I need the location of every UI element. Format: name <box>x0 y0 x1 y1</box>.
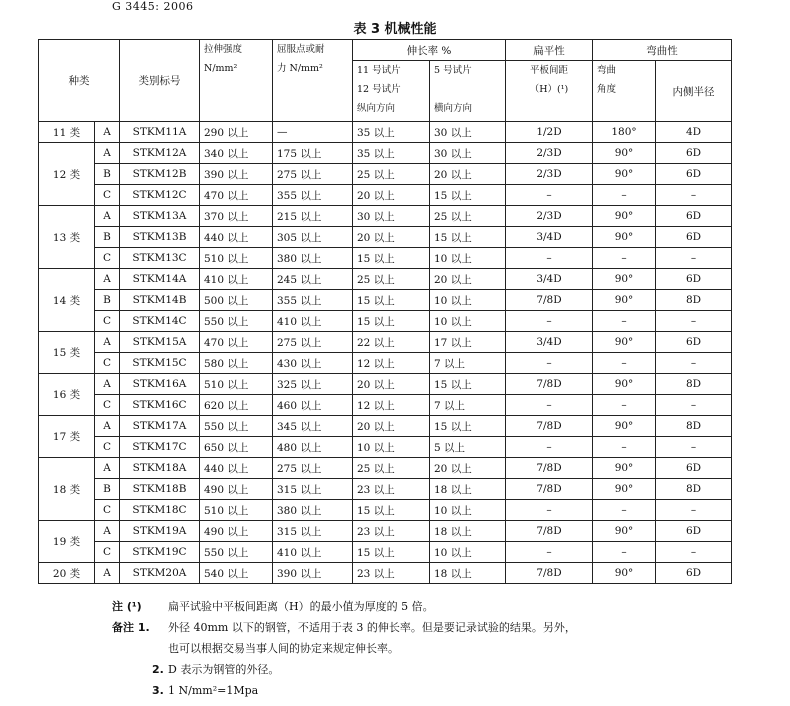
class-letter-cell: A <box>95 269 120 290</box>
flatten-distance-cell: 2/3D <box>506 164 593 185</box>
bend-angle-cell: 90° <box>593 479 656 500</box>
class-letter-cell: A <box>95 122 120 143</box>
notes-section <box>112 596 772 701</box>
elongation-longitudinal-cell: 20 以上 <box>353 416 430 437</box>
yield-point-cell: 315 以上 <box>273 521 353 542</box>
table-caption: 表 3 机械性能 <box>353 22 437 37</box>
standard-reference: G 3445: 2006 <box>112 0 194 13</box>
flatten-distance-cell: 7/8D <box>506 416 593 437</box>
tensile-strength-cell: 470 以上 <box>200 185 273 206</box>
yield-point-cell: 325 以上 <box>273 374 353 395</box>
header-kind: 种类 <box>39 40 120 122</box>
class-letter-cell: B <box>95 164 120 185</box>
table-row <box>39 374 732 395</box>
yield-point-cell: 410 以上 <box>273 542 353 563</box>
flatten-distance-cell: – <box>506 437 593 458</box>
grade-code-cell: STKM12B <box>120 164 200 185</box>
flatten-distance-cell: – <box>506 500 593 521</box>
elongation-longitudinal-cell: 15 以上 <box>353 248 430 269</box>
flatten-distance-cell: – <box>506 311 593 332</box>
table-row <box>39 542 732 563</box>
yield-point-cell: 390 以上 <box>273 563 353 584</box>
mechanical-properties-table <box>38 39 732 584</box>
bend-angle-cell: 90° <box>593 227 656 248</box>
remark-2-label: 2. <box>152 663 164 676</box>
tensile-strength-cell: 510 以上 <box>200 248 273 269</box>
tensile-strength-cell: 550 以上 <box>200 416 273 437</box>
table-row <box>39 416 732 437</box>
elongation-longitudinal-cell: 25 以上 <box>353 458 430 479</box>
grade-code-cell: STKM12C <box>120 185 200 206</box>
tensile-strength-cell: 510 以上 <box>200 500 273 521</box>
grade-code-cell: STKM18C <box>120 500 200 521</box>
bend-radius-cell: – <box>656 500 732 521</box>
elongation-longitudinal-cell: 23 以上 <box>353 563 430 584</box>
tensile-strength-cell: 550 以上 <box>200 311 273 332</box>
flatten-distance-cell: 7/8D <box>506 521 593 542</box>
yield-point-cell: 315 以上 <box>273 479 353 500</box>
bend-radius-cell: 6D <box>656 332 732 353</box>
grade-code-cell: STKM20A <box>120 563 200 584</box>
elongation-longitudinal-cell: 25 以上 <box>353 269 430 290</box>
header-tensile <box>200 40 273 122</box>
elongation-transverse-cell: 18 以上 <box>430 563 506 584</box>
bend-radius-cell: – <box>656 437 732 458</box>
tensile-strength-cell: 580 以上 <box>200 353 273 374</box>
kind-cell: 16 类 <box>39 374 95 416</box>
bend-radius-cell: 6D <box>656 143 732 164</box>
class-letter-cell: C <box>95 353 120 374</box>
flatten-distance-cell: – <box>506 395 593 416</box>
elongation-transverse-cell: 7 以上 <box>430 395 506 416</box>
grade-code-cell: STKM15A <box>120 332 200 353</box>
kind-cell: 20 类 <box>39 563 95 584</box>
header-elong-5 <box>430 61 506 122</box>
yield-point-cell: 305 以上 <box>273 227 353 248</box>
yield-point-cell: 430 以上 <box>273 353 353 374</box>
elongation-longitudinal-cell: 15 以上 <box>353 500 430 521</box>
yield-point-cell: 345 以上 <box>273 416 353 437</box>
yield-point-cell: 355 以上 <box>273 185 353 206</box>
tensile-strength-cell: 410 以上 <box>200 269 273 290</box>
elongation-longitudinal-cell: 23 以上 <box>353 521 430 542</box>
bend-angle-cell: – <box>593 248 656 269</box>
grade-code-cell: STKM18B <box>120 479 200 500</box>
yield-point-cell: 215 以上 <box>273 206 353 227</box>
yield-point-cell: 380 以上 <box>273 500 353 521</box>
elongation-transverse-cell: 10 以上 <box>430 311 506 332</box>
bend-radius-cell: 6D <box>656 269 732 290</box>
table-row <box>39 185 732 206</box>
kind-cell: 17 类 <box>39 416 95 458</box>
bend-radius-cell: 6D <box>656 164 732 185</box>
tensile-strength-cell: 540 以上 <box>200 563 273 584</box>
header-bend: 弯曲性 <box>593 40 732 61</box>
flatten-distance-cell: – <box>506 248 593 269</box>
elongation-transverse-cell: 15 以上 <box>430 227 506 248</box>
table-row <box>39 227 732 248</box>
tensile-strength-cell: 290 以上 <box>200 122 273 143</box>
class-letter-cell: A <box>95 563 120 584</box>
bend-angle-cell: 90° <box>593 164 656 185</box>
grade-code-cell: STKM16A <box>120 374 200 395</box>
header-yield-line2: 力 N/mm² <box>277 63 323 74</box>
kind-cell: 15 类 <box>39 332 95 374</box>
table-row <box>39 311 732 332</box>
class-letter-cell: A <box>95 416 120 437</box>
header-bend-angle-line1: 弯曲 <box>597 65 617 76</box>
bend-radius-cell: 6D <box>656 563 732 584</box>
header-yield <box>273 40 353 122</box>
bend-angle-cell: 90° <box>593 374 656 395</box>
header-elongation: 伸长率 % <box>353 40 506 61</box>
grade-code-cell: STKM14B <box>120 290 200 311</box>
grade-code-cell: STKM19A <box>120 521 200 542</box>
table-header <box>39 40 732 122</box>
bend-radius-cell: 6D <box>656 521 732 542</box>
class-letter-cell: B <box>95 227 120 248</box>
elongation-transverse-cell: 18 以上 <box>430 521 506 542</box>
note-label: 注 (¹) <box>112 600 142 613</box>
elongation-transverse-cell: 10 以上 <box>430 290 506 311</box>
table-row <box>39 521 732 542</box>
elongation-transverse-cell: 5 以上 <box>430 437 506 458</box>
header-flatten: 扁平性 <box>506 40 593 61</box>
header-elong-11-line1: 11 号试片 <box>357 65 401 76</box>
bend-angle-cell: – <box>593 185 656 206</box>
elongation-longitudinal-cell: 20 以上 <box>353 227 430 248</box>
bend-angle-cell: 90° <box>593 521 656 542</box>
table-row <box>39 206 732 227</box>
grade-code-cell: STKM16C <box>120 395 200 416</box>
tensile-strength-cell: 620 以上 <box>200 395 273 416</box>
tensile-strength-cell: 490 以上 <box>200 521 273 542</box>
kind-cell: 18 类 <box>39 458 95 521</box>
elongation-transverse-cell: 25 以上 <box>430 206 506 227</box>
header-yield-line1: 屈服点或耐 <box>277 44 325 55</box>
elongation-longitudinal-cell: 22 以上 <box>353 332 430 353</box>
table-row <box>39 143 732 164</box>
bend-radius-cell: – <box>656 542 732 563</box>
yield-point-cell: 460 以上 <box>273 395 353 416</box>
table-row <box>39 437 732 458</box>
flatten-distance-cell: 7/8D <box>506 374 593 395</box>
elongation-transverse-cell: 15 以上 <box>430 416 506 437</box>
flatten-distance-cell: 2/3D <box>506 206 593 227</box>
grade-code-cell: STKM18A <box>120 458 200 479</box>
yield-point-cell: 175 以上 <box>273 143 353 164</box>
header-bend-radius: 内侧半径 <box>656 61 732 122</box>
table-row <box>39 122 732 143</box>
flatten-distance-cell: 7/8D <box>506 458 593 479</box>
remark-3-label: 3. <box>152 684 164 697</box>
header-elong-5-spacer <box>434 80 501 99</box>
bend-angle-cell: – <box>593 542 656 563</box>
yield-point-cell: 275 以上 <box>273 458 353 479</box>
elongation-longitudinal-cell: 35 以上 <box>353 143 430 164</box>
elongation-longitudinal-cell: 35 以上 <box>353 122 430 143</box>
bend-radius-cell: – <box>656 353 732 374</box>
elongation-longitudinal-cell: 20 以上 <box>353 185 430 206</box>
tensile-strength-cell: 470 以上 <box>200 332 273 353</box>
elongation-longitudinal-cell: 15 以上 <box>353 290 430 311</box>
tensile-strength-cell: 510 以上 <box>200 374 273 395</box>
grade-code-cell: STKM13B <box>120 227 200 248</box>
grade-code-cell: STKM17A <box>120 416 200 437</box>
tensile-strength-cell: 440 以上 <box>200 458 273 479</box>
table-row <box>39 563 732 584</box>
grade-code-cell: STKM13C <box>120 248 200 269</box>
bend-angle-cell: – <box>593 311 656 332</box>
elongation-transverse-cell: 15 以上 <box>430 185 506 206</box>
grade-code-cell: STKM14A <box>120 269 200 290</box>
grade-code-cell: STKM14C <box>120 311 200 332</box>
class-letter-cell: C <box>95 500 120 521</box>
yield-point-cell: 245 以上 <box>273 269 353 290</box>
header-bend-angle-line2: 角度 <box>597 84 617 95</box>
flatten-distance-cell: 3/4D <box>506 227 593 248</box>
table-row <box>39 332 732 353</box>
header-flatten-sub <box>506 61 593 122</box>
table-row <box>39 500 732 521</box>
yield-point-cell: — <box>273 122 353 143</box>
tensile-strength-cell: 440 以上 <box>200 227 273 248</box>
flatten-distance-cell: – <box>506 542 593 563</box>
flatten-distance-cell: 7/8D <box>506 290 593 311</box>
class-letter-cell: B <box>95 479 120 500</box>
yield-point-cell: 275 以上 <box>273 332 353 353</box>
grade-code-cell: STKM13A <box>120 206 200 227</box>
header-bend-angle <box>593 61 656 122</box>
bend-angle-cell: 90° <box>593 563 656 584</box>
yield-point-cell: 275 以上 <box>273 164 353 185</box>
elongation-longitudinal-cell: 15 以上 <box>353 542 430 563</box>
bend-radius-cell: – <box>656 311 732 332</box>
header-elong-5-line3: 横向方向 <box>434 103 473 114</box>
flatten-distance-cell: 3/4D <box>506 269 593 290</box>
flatten-distance-cell: 3/4D <box>506 332 593 353</box>
header-flatten-line1: 平板间距 <box>529 65 568 76</box>
class-letter-cell: C <box>95 311 120 332</box>
class-letter-cell: C <box>95 395 120 416</box>
elongation-transverse-cell: 17 以上 <box>430 332 506 353</box>
kind-cell: 19 类 <box>39 521 95 563</box>
grade-code-cell: STKM11A <box>120 122 200 143</box>
tensile-strength-cell: 550 以上 <box>200 542 273 563</box>
bend-radius-cell: – <box>656 185 732 206</box>
tensile-strength-cell: 650 以上 <box>200 437 273 458</box>
grade-code-cell: STKM15C <box>120 353 200 374</box>
remark-1a: 外径 40mm 以下的钢管，不适用于表 3 的伸长率。但是要记录试验的结果。另外， <box>168 621 576 634</box>
bend-radius-cell: 6D <box>656 206 732 227</box>
header-flatten-line2: （H）(¹) <box>529 84 569 95</box>
header-elong-11-line3: 纵向方向 <box>357 103 396 114</box>
elongation-longitudinal-cell: 12 以上 <box>353 353 430 374</box>
table-row <box>39 248 732 269</box>
bend-radius-cell: – <box>656 395 732 416</box>
bend-radius-cell: 4D <box>656 122 732 143</box>
note-text: 扁平试验中平板间距离（H）的最小值为厚度的 5 倍。 <box>168 600 434 613</box>
grade-code-cell: STKM12A <box>120 143 200 164</box>
tensile-strength-cell: 340 以上 <box>200 143 273 164</box>
grade-code-cell: STKM17C <box>120 437 200 458</box>
elongation-transverse-cell: 20 以上 <box>430 164 506 185</box>
bend-angle-cell: 90° <box>593 269 656 290</box>
table-row <box>39 353 732 374</box>
tensile-strength-cell: 490 以上 <box>200 479 273 500</box>
bend-radius-cell: 8D <box>656 374 732 395</box>
table-row <box>39 269 732 290</box>
elongation-longitudinal-cell: 10 以上 <box>353 437 430 458</box>
header-elong-5-line1: 5 号试片 <box>434 65 472 76</box>
table-row <box>39 164 732 185</box>
remark-1b: 也可以根据交易当事人间的协定来规定伸长率。 <box>168 642 399 655</box>
grade-code-cell: STKM19C <box>120 542 200 563</box>
elongation-transverse-cell: 10 以上 <box>430 500 506 521</box>
elongation-longitudinal-cell: 30 以上 <box>353 206 430 227</box>
bend-angle-cell: 90° <box>593 206 656 227</box>
elongation-longitudinal-cell: 23 以上 <box>353 479 430 500</box>
class-letter-cell: A <box>95 332 120 353</box>
header-elong-11-line2: 12 号试片 <box>357 84 401 95</box>
remark-label: 备注 1. <box>112 621 150 634</box>
flatten-distance-cell: 2/3D <box>506 143 593 164</box>
tensile-strength-cell: 500 以上 <box>200 290 273 311</box>
elongation-transverse-cell: 10 以上 <box>430 248 506 269</box>
bend-radius-cell: 8D <box>656 479 732 500</box>
bend-radius-cell: 8D <box>656 416 732 437</box>
elongation-longitudinal-cell: 25 以上 <box>353 164 430 185</box>
kind-cell: 13 类 <box>39 206 95 269</box>
kind-cell: 11 类 <box>39 122 95 143</box>
remark-3: 1 N/mm²=1Mpa <box>168 684 259 697</box>
yield-point-cell: 380 以上 <box>273 248 353 269</box>
table-row <box>39 479 732 500</box>
elongation-longitudinal-cell: 20 以上 <box>353 374 430 395</box>
header-tensile-line2: N/mm² <box>204 63 238 74</box>
bend-radius-cell: 8D <box>656 290 732 311</box>
bend-angle-cell: 90° <box>593 332 656 353</box>
class-letter-cell: C <box>95 248 120 269</box>
elongation-transverse-cell: 30 以上 <box>430 122 506 143</box>
bend-angle-cell: 90° <box>593 143 656 164</box>
bend-radius-cell: 6D <box>656 458 732 479</box>
elongation-transverse-cell: 20 以上 <box>430 458 506 479</box>
class-letter-cell: A <box>95 521 120 542</box>
elongation-transverse-cell: 20 以上 <box>430 269 506 290</box>
flatten-distance-cell: 7/8D <box>506 479 593 500</box>
flatten-distance-cell: – <box>506 353 593 374</box>
yield-point-cell: 480 以上 <box>273 437 353 458</box>
flatten-distance-cell: – <box>506 185 593 206</box>
class-letter-cell: A <box>95 374 120 395</box>
elongation-transverse-cell: 7 以上 <box>430 353 506 374</box>
yield-point-cell: 410 以上 <box>273 311 353 332</box>
header-grade: 类别标号 <box>120 40 200 122</box>
tensile-strength-cell: 370 以上 <box>200 206 273 227</box>
kind-cell: 14 类 <box>39 269 95 332</box>
bend-angle-cell: 90° <box>593 416 656 437</box>
bend-angle-cell: – <box>593 353 656 374</box>
flatten-distance-cell: 1/2D <box>506 122 593 143</box>
table-row <box>39 458 732 479</box>
elongation-transverse-cell: 15 以上 <box>430 374 506 395</box>
bend-angle-cell: – <box>593 437 656 458</box>
elongation-transverse-cell: 30 以上 <box>430 143 506 164</box>
bend-radius-cell: – <box>656 248 732 269</box>
class-letter-cell: A <box>95 143 120 164</box>
bend-angle-cell: 180° <box>593 122 656 143</box>
header-elong-11 <box>353 61 430 122</box>
elongation-transverse-cell: 10 以上 <box>430 542 506 563</box>
class-letter-cell: A <box>95 458 120 479</box>
yield-point-cell: 355 以上 <box>273 290 353 311</box>
bend-angle-cell: – <box>593 395 656 416</box>
class-letter-cell: C <box>95 437 120 458</box>
elongation-transverse-cell: 18 以上 <box>430 479 506 500</box>
elongation-longitudinal-cell: 15 以上 <box>353 311 430 332</box>
class-letter-cell: C <box>95 542 120 563</box>
bend-angle-cell: 90° <box>593 290 656 311</box>
table-row <box>39 395 732 416</box>
remark-2: D 表示为钢管的外径。 <box>168 663 280 676</box>
class-letter-cell: C <box>95 185 120 206</box>
flatten-distance-cell: 7/8D <box>506 563 593 584</box>
table-row <box>39 290 732 311</box>
kind-cell: 12 类 <box>39 143 95 206</box>
bend-angle-cell: 90° <box>593 458 656 479</box>
bend-radius-cell: 6D <box>656 227 732 248</box>
class-letter-cell: B <box>95 290 120 311</box>
table-body <box>39 122 732 584</box>
elongation-longitudinal-cell: 12 以上 <box>353 395 430 416</box>
tensile-strength-cell: 390 以上 <box>200 164 273 185</box>
header-tensile-line1: 拉伸强度 <box>204 44 243 55</box>
class-letter-cell: A <box>95 206 120 227</box>
bend-angle-cell: – <box>593 500 656 521</box>
